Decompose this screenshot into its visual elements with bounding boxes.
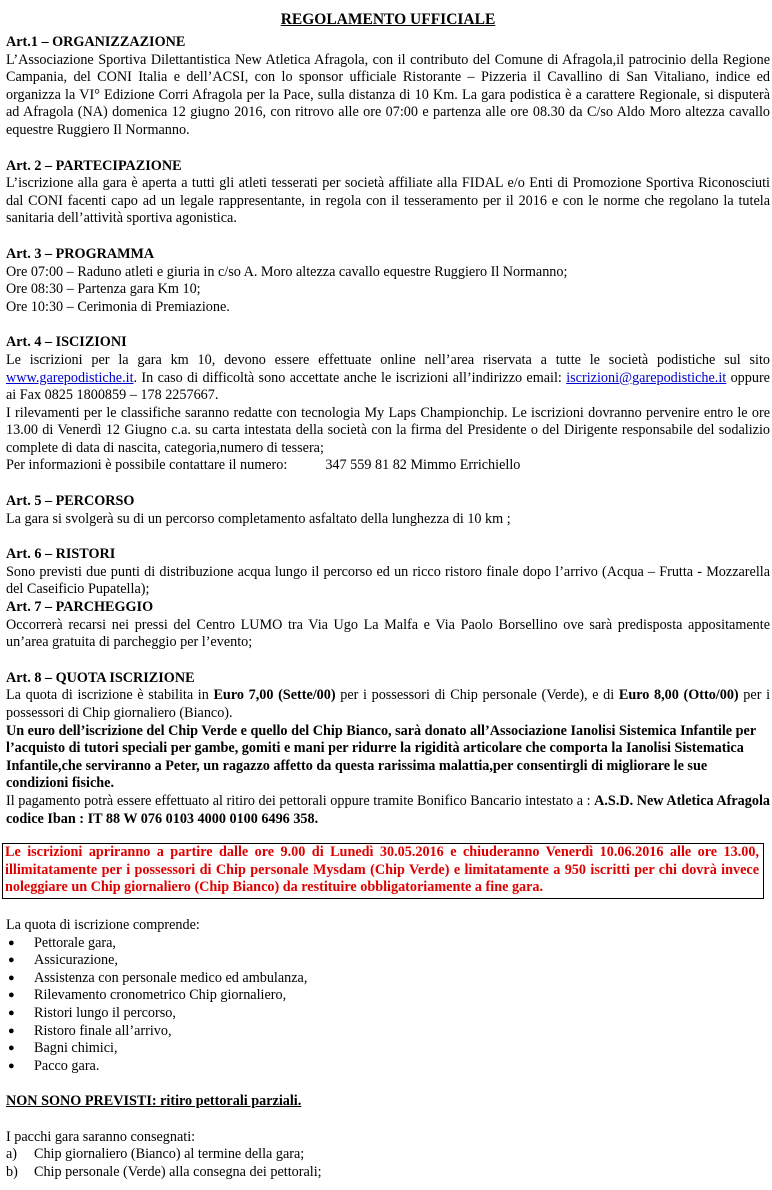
payment-text: Il pagamento potrà essere effettuato al ritiro dei pettorali oppure tramite Bonifico Bancario intestato a : <box>6 792 595 809</box>
art4-contact-line <box>6 457 770 475</box>
donation-paragraph: Un euro dell’iscrizione del Chip Verde e quello del Chip Bianco, sarà donato all’Associazione Ianolisi Sistemica Infantile per l’acquisto di tutori speciali per gambe, gomiti e mani per ridurre la rigidità articolare che comporta la Ianolisi Sistematica Infantile,che serviranno a Peter, un ragazzo affetto da questa rarissima malattia,per consentirgli di migliorare le sue condizioni fisiche. <box>6 722 756 792</box>
email-link[interactable]: iscrizioni@garepodistiche.it <box>566 369 727 386</box>
list-item-text: Chip personale (Verde) alla consegna dei pettorali; <box>34 1164 322 1181</box>
list-item <box>6 1023 770 1041</box>
art5-heading: Art. 5 – PERCORSO <box>6 493 135 510</box>
contact-number: 347 559 81 82 Mimmo Errichiello <box>325 457 521 474</box>
list-item <box>6 1040 770 1058</box>
list-marker: b) <box>6 1164 18 1181</box>
list-item <box>6 987 770 1005</box>
includes-section <box>6 917 770 1075</box>
program-line: Ore 10:30 – Cerimonia di Premiazione. <box>6 298 230 315</box>
art3-heading: Art. 3 – PROGRAMMA <box>6 245 155 262</box>
bullet-icon: ● <box>8 971 15 984</box>
list-item <box>6 1005 770 1023</box>
payment-paragraph <box>6 793 770 828</box>
list-marker: a) <box>6 1146 18 1163</box>
list-item <box>6 1146 770 1164</box>
list-item <box>6 952 770 970</box>
list-item <box>6 1164 770 1182</box>
art1-heading: Art.1 – ORGANIZZAZIONE <box>6 34 186 50</box>
art4-text: oppure ai Fax 0825 1800859 – 178 2257667. <box>6 369 770 404</box>
document-page <box>6 0 770 1182</box>
art4-section <box>6 334 770 475</box>
includes-list <box>6 935 770 1076</box>
includes-intro: La quota di iscrizione comprende: <box>6 916 200 933</box>
fee-price-white: Euro 8,00 (Otto/00) <box>618 687 739 704</box>
fee-text: per i possessori di Chip giornaliero (Bianco). <box>6 687 771 721</box>
payment-iban: A.S.D. New Atletica Afragola codice Iban : IT 88 W 076 0103 4000 0100 6496 358. <box>6 792 770 827</box>
art2-section <box>6 158 770 228</box>
art6-heading: Art. 6 – RISTORI <box>6 546 116 563</box>
art4-timing-paragraph: I rilevamenti per le classifiche saranno redatte con tecnologia My Laps Championchip. Le iscrizioni dovranno pervenire entro le ore 13.00 di Venerdì 12 Giugno c.a. su carta intestata della società con la firma del Presidente o del Dirigente responsabile del sodalizio complete di data di nascita, categoria,numero di tessera; <box>6 404 770 456</box>
art8-section <box>6 670 770 828</box>
bullet-icon: ● <box>8 1042 15 1055</box>
contact-label: Per informazioni è possibile contattare il numero: <box>6 457 288 474</box>
art2-heading: Art. 2 – PARTECIPAZIONE <box>6 157 182 174</box>
list-item-text: Rilevamento cronometrico Chip giornaliero, <box>34 987 287 1004</box>
art5-body: La gara si svolgerà su di un percorso completamento asfaltato della lunghezza di 10 km ; <box>6 510 511 527</box>
list-item-text: Assistenza con personale medico ed ambulanza, <box>34 969 308 986</box>
list-item-text: Pacco gara. <box>34 1057 100 1074</box>
art8-fee-paragraph <box>6 687 770 722</box>
fee-price-green: Euro 7,00 (Sette/00) <box>213 687 336 704</box>
packs-list <box>6 1146 770 1181</box>
art7-body: Occorrerà recarsi nei pressi del Centro LUMO tra Via Ugo La Malfa e Via Paolo Borsellino ove sarà predisposta appositamente un’area gratuita di parcheggio per l’evento; <box>6 616 770 651</box>
not-provided-notice: NON SONO PREVISTI: ritiro pettorali parziali. <box>6 1093 302 1110</box>
bullet-icon: ● <box>8 1059 15 1072</box>
packs-intro: I pacchi gara saranno consegnati: <box>6 1128 196 1145</box>
art1-body: L’Associazione Sportiva Dilettantistica New Atletica Afragola, con il contributo del Comune di Afragola,il patrocinio della Regione Campania, del CONI Italia e dell’ACSI, con lo sponsor ufficiale Ristorante – Pizzeria il Cavallino di San Vitaliano, indice ed organizza la VI° Edizione Corri Afragola per la Pace, sulla distanza di 10 Km. La gara podistica è a carattere Regionale, si disputerà ad Afragola (NA) domenica 12 giugno 2016, con ritrovo alle ore 07:00 e partenza alle ore 08.30 da C/so Aldo Moro altezza cavallo equestre Ruggiero Il Normanno. <box>6 51 770 138</box>
program-line: Ore 08:30 – Partenza gara Km 10; <box>6 281 201 298</box>
list-item-text: Assicurazione, <box>34 952 118 969</box>
art4-registration-paragraph <box>6 352 770 405</box>
site-link[interactable]: www.garepodistiche.it <box>6 369 134 386</box>
art7-section <box>6 599 770 652</box>
list-item-text: Ristori lungo il percorso, <box>34 1004 176 1021</box>
art3-section <box>6 246 770 316</box>
list-item-text: Ristoro finale all’arrivo, <box>34 1022 172 1039</box>
packs-section <box>6 1129 770 1182</box>
art6-section <box>6 546 770 599</box>
art6-body: Sono previsti due punti di distribuzione acqua lungo il percorso ed un ricco ristoro finale dopo l’arrivo (Acqua – Frutta - Mozzarella del Caseificio Pupatella); <box>6 563 770 598</box>
list-item <box>6 1058 770 1076</box>
list-item-text: Pettorale gara, <box>34 934 116 951</box>
art4-heading: Art. 4 – ISCIZIONI <box>6 334 127 351</box>
bullet-icon: ● <box>8 1006 15 1019</box>
art2-body: L’iscrizione alla gara è aperta a tutti gli atleti tesserati per società affiliate alla FIDAL e/o Enti di Promozione Sportiva Riconosciuti dal CONI facenti capo ad un legale rappresentante, in regola con il tesseramento per il 2016 e con le norme che regolano la tutela sanitaria dell’attività sportiva agonistica. <box>6 175 770 227</box>
document-title: REGOLAMENTO UFFICIALE <box>280 11 496 28</box>
fee-text: per i possessori di Chip personale (Verde), e di <box>335 687 619 704</box>
art7-heading: Art. 7 – PARCHEGGIO <box>6 599 154 616</box>
bullet-icon: ● <box>8 1024 15 1037</box>
program-line: Ore 07:00 – Raduno atleti e giuria in c/so A. Moro altezza cavallo equestre Ruggiero Il Normanno; <box>6 263 568 280</box>
list-item <box>6 970 770 988</box>
art1-section <box>6 34 770 140</box>
list-item-text: Chip giornaliero (Bianco) al termine della gara; <box>34 1146 305 1163</box>
bullet-icon: ● <box>8 954 15 967</box>
bullet-icon: ● <box>8 936 15 949</box>
list-item-text: Bagni chimici, <box>34 1040 118 1057</box>
registration-notice-box: Le iscrizioni apriranno a partire dalle ore 9.00 di Lunedì 30.05.2016 e chiuderanno Venerdì 10.06.2016 alle ore 13.00, illimitatamente per i possessori di Chip personale Mysdam (Chip Verde) e limitatamente a 950 iscritti per chi dovrà invece noleggiare un Chip giornaliero (Chip Bianco) da restituire obbligatoriamente a fine gara. <box>2 843 764 899</box>
art4-text: Le iscrizioni per la gara km 10, devono essere effettuate online nell’area riservata a tutte le società podistiche sul sito <box>6 351 770 368</box>
art8-heading: Art. 8 – QUOTA ISCRIZIONE <box>6 669 195 686</box>
art5-section <box>6 493 770 528</box>
list-item <box>6 935 770 953</box>
bullet-icon: ● <box>8 989 15 1002</box>
fee-text: La quota di iscrizione è stabilita in <box>6 687 214 704</box>
art4-text: . In caso di difficoltà sono accettate anche le iscrizioni all’indirizzo email: <box>133 369 567 386</box>
